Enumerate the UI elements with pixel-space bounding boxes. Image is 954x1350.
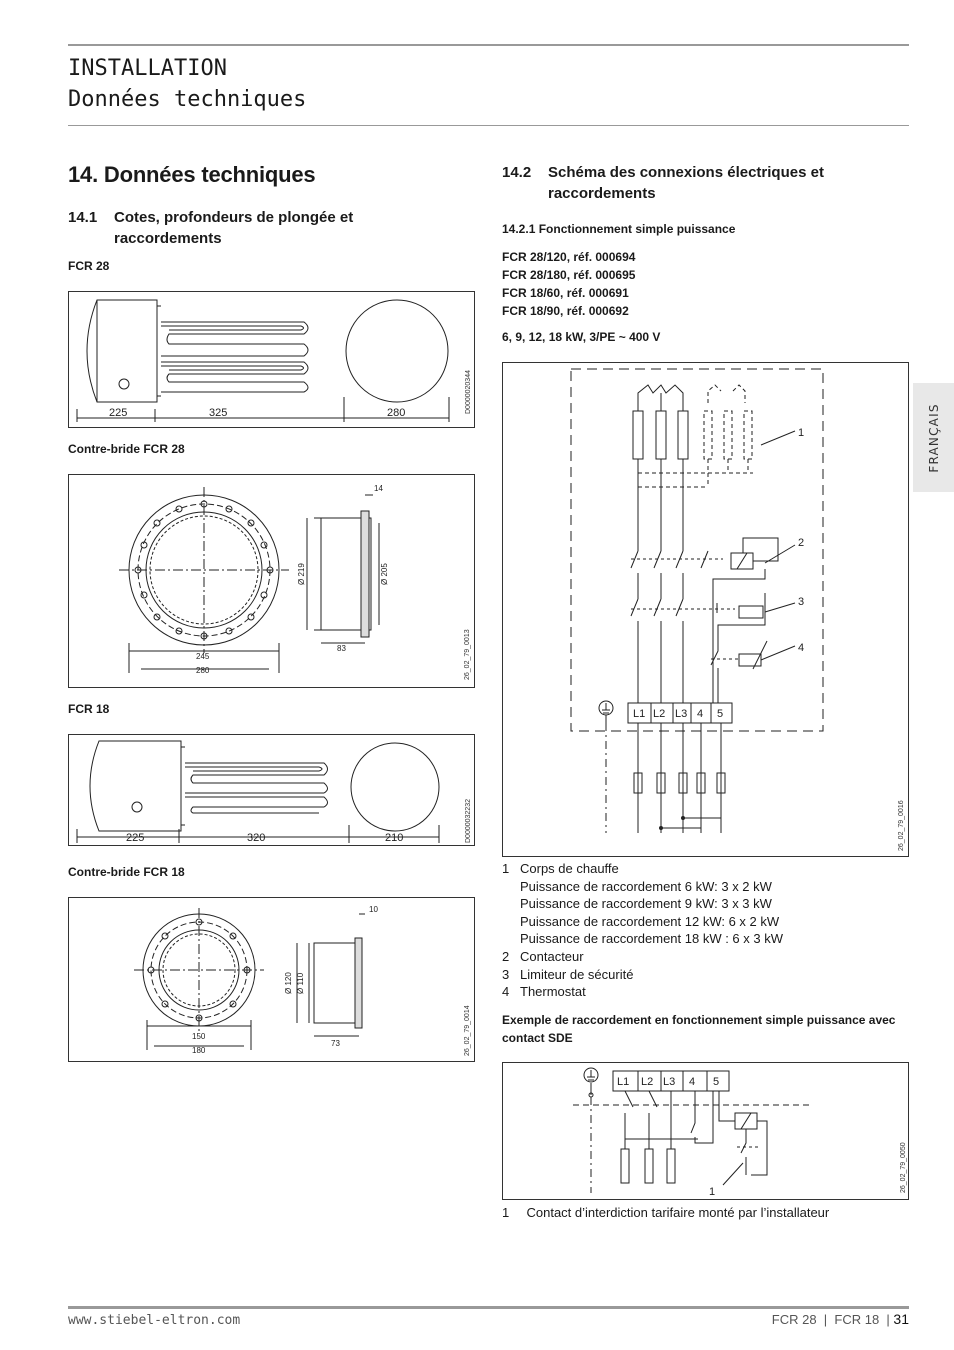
header-subsection: Données techniques [68, 87, 307, 112]
legend2-item: 1 Contact d’interdiction tarifaire monté par l’installateur [502, 1205, 830, 1220]
voltage-label: 6, 9, 12, 18 kW, 3/PE ~ 400 V [502, 330, 661, 344]
fig4-dim-outer: 180 [192, 1046, 206, 1055]
model-item: FCR 18/60, réf. 000691 [502, 286, 629, 300]
fig3-label: FCR 18 [68, 702, 110, 716]
footer-rule [68, 1306, 909, 1309]
wiring-example-sde [502, 1062, 909, 1200]
footer-right [772, 1311, 909, 1327]
fig2-dim-len: 83 [337, 644, 346, 653]
header-bottom-rule [68, 125, 909, 126]
fig2-dim-dia2: Ø 205 [380, 563, 389, 585]
fig3-dim-1: 225 [126, 832, 145, 844]
fig4-counter-flange-fcr18 [68, 897, 475, 1062]
section-14-1-heading: 14.1 Cotes, profondeurs de plongée et raccordements [68, 209, 354, 247]
header-top-rule [68, 44, 909, 46]
callout-label: 2 [798, 537, 805, 549]
language-tab[interactable]: FRANÇAIS [913, 383, 954, 492]
fig1-dim-1: 225 [109, 407, 128, 419]
model-item: FCR 18/90, réf. 000692 [502, 304, 629, 318]
fig4-code: 26_02_79_0014 [464, 1005, 471, 1056]
main-title: 14. Données techniques [68, 162, 316, 187]
fig4-label: Contre-bride FCR 18 [68, 865, 185, 879]
header-section: INSTALLATION [68, 56, 227, 81]
legend-item: 4 Thermostat [502, 984, 586, 1000]
schema2-code: 26_02_79_0050 [900, 1142, 907, 1193]
fig3-dimensions-fcr18 [68, 734, 475, 846]
example-title: Exemple de raccordement en fonctionnement simple puissance avec contact SDE [502, 1013, 896, 1045]
legend-item: 1 Corps de chauffe Puissance de raccordement 6 kW: 3 x 2 kW Puissance de raccordement 9 kW: 3 x 3 kW Puissance de raccordement 12 kW: 6 x 2 kW Puissance de raccordement 18 kW : 6 x 3 kW [502, 861, 783, 947]
fig2-counter-flange-fcr28 [68, 474, 475, 688]
section-14-2-heading: 14.2 Schéma des connexions électriques et raccordements [502, 164, 824, 202]
fig3-code: D0000032232 [465, 799, 472, 843]
fig2-dim-outer: 280 [196, 666, 210, 675]
terminal-label: 4 [697, 708, 704, 720]
fig1-dim-2: 325 [209, 407, 228, 419]
fig2-dim-top: 14 [374, 484, 383, 493]
wiring-diagram-single-power [502, 362, 909, 857]
fig2-code: 26_02_79_0013 [464, 629, 471, 680]
legend-item: 3 Limiteur de sécurité [502, 966, 634, 982]
callout-label: 3 [798, 596, 805, 608]
terminal-label: L1 [633, 708, 646, 720]
fig4-dim-inner: 150 [192, 1032, 206, 1041]
section-14-2-1-heading: 14.2.1 Fonctionnement simple puissance [502, 222, 736, 236]
footer-url[interactable]: www.stiebel-eltron.com [68, 1313, 241, 1328]
terminal-label: 5 [713, 1076, 720, 1088]
terminal-label: L3 [663, 1076, 676, 1088]
terminal-label: L3 [675, 708, 688, 720]
fig4-dim-len: 73 [331, 1039, 340, 1048]
legend-item: 2 Contacteur [502, 948, 584, 964]
fig2-label: Contre-bride FCR 28 [68, 442, 185, 456]
terminal-label: 5 [717, 708, 724, 720]
fig1-dim-3: 280 [387, 407, 406, 419]
fig4-dim-dia2: Ø 110 [296, 972, 305, 994]
fig2-dim-inner: 245 [196, 652, 210, 661]
callout-label: 4 [798, 642, 805, 654]
fig3-dim-2: 320 [247, 832, 266, 844]
model-list [502, 248, 635, 320]
terminal-label: L2 [653, 708, 666, 720]
fig2-dim-dia1: Ø 219 [297, 563, 306, 585]
callout-label: 1 [709, 1186, 716, 1198]
fig3-dim-3: 210 [385, 832, 404, 844]
page-number: 31 [893, 1311, 909, 1327]
fig4-dim-top: 10 [369, 905, 378, 914]
fig1-label: FCR 28 [68, 259, 110, 273]
fig1-code: D0000020344 [465, 370, 472, 414]
fig1-dimensions-fcr28 [68, 291, 475, 428]
terminal-label: L1 [617, 1076, 630, 1088]
terminal-label: 4 [689, 1076, 696, 1088]
fig4-dim-dia1: Ø 120 [284, 972, 293, 994]
callout-label: 1 [798, 427, 805, 439]
terminal-label: L2 [641, 1076, 654, 1088]
footer-product: FCR 28 | FCR 18 | [771, 1312, 890, 1327]
model-item: FCR 28/180, réf. 000695 [502, 268, 636, 282]
schema-code: 26_02_79_0016 [898, 800, 905, 851]
model-item: FCR 28/120, réf. 000694 [502, 250, 636, 264]
schema-legend [502, 860, 783, 1001]
